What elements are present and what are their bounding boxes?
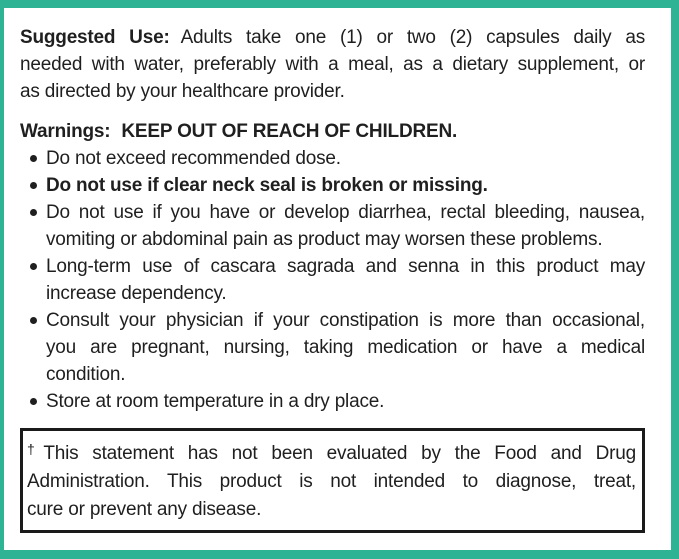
warning-item: [20, 172, 645, 199]
fda-disclaimer-line: [27, 435, 636, 468]
label-content: [20, 24, 645, 533]
suggested-use-line: as directed by your healthcare provider.: [20, 81, 345, 102]
warnings-heading: [20, 118, 645, 145]
suggested-use-text: Adults take one (1) or two (2) capsules daily as: [180, 27, 645, 48]
warning-item-line: Long-term use of cascara sagrada and senna in this product may: [46, 256, 645, 277]
warning-item-line: you are pregnant, nursing, taking medication or have a medical: [46, 337, 645, 358]
warnings-list: [20, 145, 645, 415]
suggested-use-label: Suggested Use:: [20, 27, 170, 48]
fda-disclaimer-text: This statement has not been evaluated by the Food and Drug: [43, 443, 636, 464]
warning-item: [20, 253, 645, 307]
bullet-dot-icon: [30, 398, 37, 405]
warning-item-line: vomiting or abdominal pain as product may worsen these problems.: [46, 229, 603, 250]
warning-item-line: increase dependency.: [46, 283, 227, 304]
bullet-dot-icon: [30, 263, 37, 270]
bullet-dot-icon: [30, 317, 37, 324]
bullet-dot-icon: [30, 155, 37, 162]
warning-item-line: Consult your physician if your constipation is more than occasional,: [46, 310, 645, 331]
suggested-use-line: needed with water, preferably with a meal, as a dietary supplement, or: [20, 54, 645, 75]
warnings-label: Warnings:: [20, 121, 111, 142]
suggested-use-section: [20, 24, 645, 105]
warnings-headline: KEEP OUT OF REACH OF CHILDREN.: [121, 121, 458, 142]
warning-item: [20, 199, 645, 253]
warning-item-line: Do not use if you have or develop diarrhea, rectal bleeding, nausea,: [46, 202, 645, 223]
warning-item: [20, 307, 645, 388]
fda-disclaimer-line: Administration. This product is not intended to diagnose, treat,: [27, 471, 636, 492]
fda-disclaimer-box: [20, 428, 645, 533]
fda-disclaimer-line: cure or prevent any disease.: [27, 499, 262, 520]
dagger-symbol: †: [27, 441, 44, 457]
label-panel: [4, 8, 671, 550]
warning-item: [20, 388, 645, 415]
warning-item-line: Do not exceed recommended dose.: [46, 148, 341, 169]
warning-item-line: condition.: [46, 364, 126, 385]
warning-item-line: Do not use if clear neck seal is broken or missing.: [46, 175, 488, 196]
bullet-dot-icon: [30, 182, 37, 189]
bullet-dot-icon: [30, 209, 37, 216]
warning-item: [20, 145, 645, 172]
suggested-use-line: [20, 24, 645, 51]
warning-item-line: Store at room temperature in a dry place.: [46, 391, 385, 412]
